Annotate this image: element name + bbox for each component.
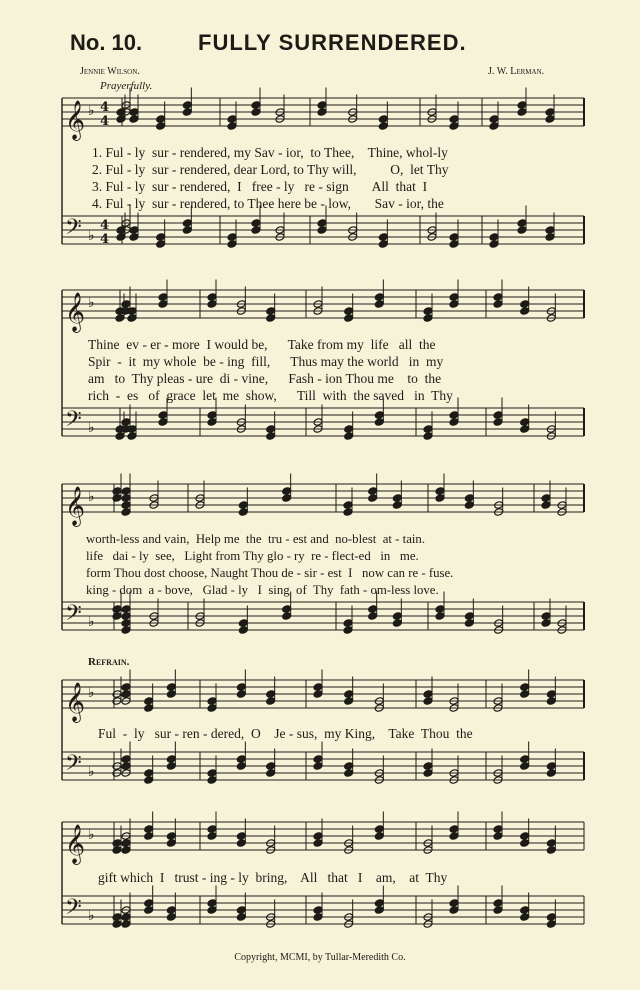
flat-sign-icon: ♭ [88,827,95,843]
note-head [144,704,154,713]
note-head [545,115,555,124]
note-head [158,293,168,302]
note-head [115,314,125,323]
note-head [166,690,176,699]
bass-clef-icon: 𝄢 [65,215,82,245]
note-head [144,776,154,785]
note-head [121,626,131,635]
note-head [546,690,556,699]
note-head [266,762,276,771]
bass-clef-icon: 𝄢 [65,895,82,925]
note-head [121,920,131,929]
note-head [374,899,384,908]
note-head [144,906,154,915]
note-head [374,411,384,420]
note-head [182,108,192,117]
note-head [449,233,459,242]
note-head [449,825,459,834]
note-head [493,293,503,302]
note-head [520,913,530,922]
lyric-line: life dai - ly see, Light from Thy glo - ry re - flect-ed in me. [86,549,419,563]
note-head [166,906,176,915]
note-head [464,619,474,628]
note-head [520,906,530,915]
note-head [546,920,556,929]
note-head [121,839,131,848]
flat-sign-icon: ♭ [88,420,95,436]
note-head [238,501,248,510]
note-head [266,769,276,778]
note-head [343,508,353,517]
note-head [344,314,354,323]
note-head [207,899,217,908]
note-head [282,494,292,503]
note-head [449,115,459,124]
note-head [313,690,323,699]
note-head [236,913,246,922]
note-head [520,300,530,309]
note-head [520,762,530,771]
note-head [313,906,323,915]
note-head [182,226,192,235]
note-head [207,418,217,427]
note-head [517,108,527,117]
note-head [129,226,139,235]
note-head [449,906,459,915]
note-head [449,300,459,309]
note-head [317,108,327,117]
bass-clef-icon: 𝄢 [65,407,82,437]
note-head [546,762,556,771]
note-head [545,226,555,235]
note-head [423,769,433,778]
note-head [344,307,354,316]
note-head [493,832,503,841]
note-head [236,832,246,841]
note-head [520,683,530,692]
note-head [313,683,323,692]
note-head [435,605,445,614]
note-head [156,233,166,242]
lyric-line: gift which I trust - ing - ly bring, All that I am, at Thy [98,870,448,885]
note-head [227,233,237,242]
note-head [266,314,276,323]
note-head [435,494,445,503]
note-head [489,122,499,131]
lyric-line: king - dom a - bove, Glad - ly I sing of Thy fath - om-less love. [86,583,439,597]
note-head [144,697,154,706]
note-head [121,487,131,496]
note-head [121,508,131,517]
note-head [541,619,551,628]
note-head [344,697,354,706]
flat-sign-icon: ♭ [88,228,95,244]
note-head [343,619,353,628]
note-head [144,832,154,841]
flat-sign-icon: ♭ [88,614,95,630]
note-head [266,307,276,316]
hymn-title: FULLY SURRENDERED. [198,30,467,55]
note-head [449,293,459,302]
lyric-line: am to Thy pleas - ure di - vine, Fash - ion Thou me to the [88,371,442,386]
note-head [546,769,556,778]
note-head [182,101,192,110]
composer-credit: J. W. Lerman. [488,66,545,77]
treble-clef-icon: 𝄞 [65,486,86,526]
note-head [449,418,459,427]
note-head [238,626,248,635]
treble-clef-icon: 𝄞 [65,824,86,864]
note-head [541,612,551,621]
note-head [251,101,261,110]
time-signature-bottom: 4 [100,114,110,129]
note-head [520,839,530,848]
note-head [493,899,503,908]
note-head [156,115,166,124]
time-signature-bottom: 4 [100,232,110,247]
note-head [546,846,556,855]
note-head [158,418,168,427]
note-head [489,115,499,124]
note-head [392,501,402,510]
note-head [344,769,354,778]
lyric-line: 4. Ful - ly sur - rendered, to Thee here be - low, Sav - ior, the [92,196,444,211]
flat-sign-icon: ♭ [88,103,95,119]
note-head [423,432,433,441]
note-head [541,501,551,510]
note-head [368,487,378,496]
lyric-line: worth-less and vain, Help me the tru - est and no-blest at - tain. [86,532,426,546]
note-head [207,769,217,778]
note-head [127,314,137,323]
note-head [121,605,131,614]
note-head [236,839,246,848]
flat-sign-icon: ♭ [88,685,95,701]
note-head [207,704,217,713]
note-head [129,108,139,117]
note-head [129,233,139,242]
note-head [317,226,327,235]
note-head [207,825,217,834]
note-head [251,219,261,228]
note-head [449,411,459,420]
note-head [121,683,131,692]
note-head [423,307,433,316]
note-head [545,233,555,242]
note-head [156,240,166,249]
lyric-line: 2. Ful - ly sur - rendered, dear Lord, to Thy will, O, let Thy [92,162,449,177]
note-head [156,122,166,131]
bass-clef-icon: 𝄢 [65,751,82,781]
lyric-line: 3. Ful - ly sur - rendered, I free - ly re - sign All that I [92,179,428,194]
note-head [343,501,353,510]
note-head [392,494,402,503]
note-head [464,612,474,621]
note-head [520,418,530,427]
note-head [207,300,217,309]
note-head [392,612,402,621]
note-head [129,115,139,124]
note-head [144,899,154,908]
note-head [344,432,354,441]
author-credit: Jennie Wilson. [80,66,140,77]
treble-clef-icon: 𝄞 [65,682,86,722]
note-head [368,605,378,614]
note-head [166,755,176,764]
note-head [520,832,530,841]
note-head [121,619,131,628]
bass-clef-icon: 𝄢 [65,601,82,631]
note-head [423,314,433,323]
note-head [207,832,217,841]
note-head [313,839,323,848]
note-head [313,913,323,922]
refrain-label: Refrain. [88,656,130,668]
note-head [423,762,433,771]
note-head [493,906,503,915]
note-head [166,683,176,692]
note-head [520,307,530,316]
note-head [493,418,503,427]
note-head [493,411,503,420]
note-head [238,619,248,628]
note-head [374,300,384,309]
note-head [520,425,530,434]
note-head [166,913,176,922]
note-head [121,755,131,764]
note-head [435,487,445,496]
note-head [392,619,402,628]
lyric-line: 1. Ful - ly sur - rendered, my Sav - ior, to Thee, Thine, whol-ly [92,145,448,160]
note-head [207,906,217,915]
note-head [368,494,378,503]
note-head [546,913,556,922]
note-head [374,418,384,427]
note-head [368,612,378,621]
note-head [121,300,131,309]
flat-sign-icon: ♭ [88,908,95,924]
note-head [464,501,474,510]
note-head [227,240,237,249]
note-head [207,776,217,785]
note-head [378,240,388,249]
note-head [378,122,388,131]
note-head [317,101,327,110]
note-head [236,906,246,915]
note-head [121,612,131,621]
note-head [493,300,503,309]
note-head [251,108,261,117]
note-head [343,626,353,635]
flat-sign-icon: ♭ [88,764,95,780]
note-head [282,605,292,614]
note-head [313,762,323,771]
note-head [520,755,530,764]
note-head [546,697,556,706]
note-head [517,101,527,110]
note-head [116,115,126,124]
treble-clef-icon: 𝄞 [65,292,86,332]
note-head [266,425,276,434]
note-head [489,233,499,242]
note-head [116,233,126,242]
note-head [236,690,246,699]
note-head [374,906,384,915]
note-head [423,697,433,706]
note-head [266,697,276,706]
lyric-line: Spir - it my whole be - ing fill, Thus may the world in my [88,354,444,369]
note-head [489,240,499,249]
note-head [236,762,246,771]
time-signature-top: 4 [100,218,110,233]
note-head [207,293,217,302]
note-head [158,300,168,309]
note-head [282,487,292,496]
note-head [517,226,527,235]
note-head [238,508,248,517]
note-head [166,762,176,771]
note-head [435,612,445,621]
note-head [236,755,246,764]
note-head [158,411,168,420]
flat-sign-icon: ♭ [88,295,95,311]
note-head [449,240,459,249]
note-head [378,115,388,124]
note-head [374,825,384,834]
note-head [121,494,131,503]
note-head [374,832,384,841]
note-head [251,226,261,235]
note-head [236,683,246,692]
note-head [546,839,556,848]
note-head [449,832,459,841]
note-head [227,115,237,124]
note-head [517,219,527,228]
note-head [182,219,192,228]
note-head [520,690,530,699]
note-head [127,432,137,441]
hymn-number: No. 10. [70,30,143,55]
treble-clef-icon: 𝄞 [65,100,86,140]
note-head [121,846,131,855]
note-head [493,825,503,834]
tempo-marking: Prayerfully. [100,80,153,92]
lyric-line: Thine ev - er - more I would be, Take from my life all the [88,337,436,352]
note-head [115,432,125,441]
note-head [423,690,433,699]
note-head [344,425,354,434]
note-head [541,494,551,503]
note-head [166,839,176,848]
note-head [464,494,474,503]
note-head [207,411,217,420]
note-head [266,432,276,441]
note-head [344,690,354,699]
note-head [266,690,276,699]
copyright-notice: Copyright, MCMI, by Tullar-Meredith Co. [234,952,406,963]
note-head [313,755,323,764]
note-head [121,501,131,510]
note-head [313,832,323,841]
note-head [374,293,384,302]
note-head [449,122,459,131]
note-head [166,832,176,841]
note-head [144,825,154,834]
note-head [207,697,217,706]
note-head [378,233,388,242]
note-head [121,418,131,427]
lyric-line: form Thou dost choose, Naught Thou de - sir - est I now can re - fuse. [86,566,454,580]
note-head [227,122,237,131]
note-head [423,425,433,434]
note-head [344,762,354,771]
note-head [449,899,459,908]
note-head [121,913,131,922]
note-head [282,612,292,621]
lyric-line: Ful - ly sur - ren - dered, O Je - sus, my King, Take Thou the [98,726,473,741]
flat-sign-icon: ♭ [88,489,95,505]
note-head [144,769,154,778]
note-head [545,108,555,117]
lyric-line: rich - es of grace let me show, Till with the saved in Thy [88,388,453,403]
note-head [317,219,327,228]
time-signature-top: 4 [100,100,110,115]
